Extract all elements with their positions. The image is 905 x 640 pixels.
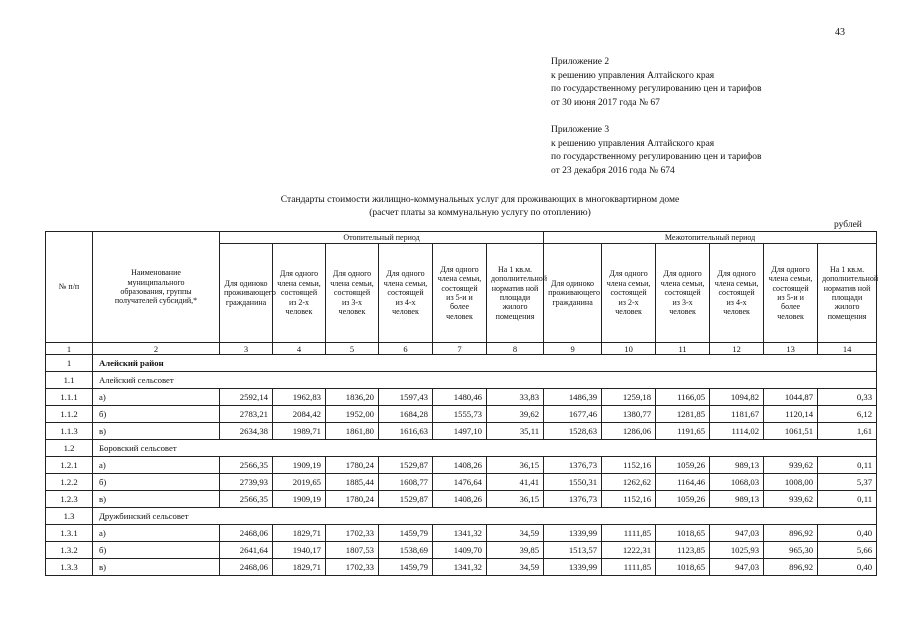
value-cell: 1068,03 <box>710 474 764 491</box>
value-cell: 1111,85 <box>602 559 656 576</box>
column-number: 9 <box>544 343 602 355</box>
value-cell: 1376,73 <box>544 457 602 474</box>
value-cell: 1408,26 <box>433 457 487 474</box>
row-code: 1.1 <box>46 372 93 389</box>
column-number: 8 <box>487 343 544 355</box>
value-cell: 0,40 <box>818 559 877 576</box>
table-row <box>46 423 877 440</box>
value-cell: 1259,18 <box>602 389 656 406</box>
value-cell: 6,12 <box>818 406 877 423</box>
value-cell: 1018,65 <box>656 559 710 576</box>
row-code: 1.3.1 <box>46 525 93 542</box>
row-name: б) <box>93 474 220 491</box>
value-cell: 947,03 <box>710 525 764 542</box>
row-name: а) <box>93 389 220 406</box>
value-cell: 36,15 <box>487 457 544 474</box>
value-cell: 1018,65 <box>656 525 710 542</box>
value-cell: 1555,73 <box>433 406 487 423</box>
value-cell: 1,61 <box>818 423 877 440</box>
value-cell: 1286,06 <box>602 423 656 440</box>
value-cell: 1008,00 <box>764 474 818 491</box>
annex-2-line: от 30 июня 2017 года № 67 <box>551 97 660 108</box>
title-line: Стандарты стоимости жилищно-коммунальных услуг для проживающих в многоквартирном доме <box>280 195 680 205</box>
value-cell: 1339,99 <box>544 525 602 542</box>
column-number: 4 <box>273 343 326 355</box>
value-cell: 35,11 <box>487 423 544 440</box>
table-row <box>46 491 877 508</box>
row-code: 1.2.1 <box>46 457 93 474</box>
value-cell: 1476,64 <box>433 474 487 491</box>
value-cell: 939,62 <box>764 491 818 508</box>
value-cell: 1616,63 <box>379 423 433 440</box>
row-code: 1 <box>46 355 93 372</box>
value-cell: 2468,06 <box>220 559 273 576</box>
value-cell: 1409,70 <box>433 542 487 559</box>
table-row <box>46 559 877 576</box>
value-cell: 1111,85 <box>602 525 656 542</box>
value-cell: 939,62 <box>764 457 818 474</box>
annex-3-line: к решению управления Алтайского края <box>551 138 715 149</box>
column-number: 11 <box>656 343 710 355</box>
column-number: 3 <box>220 343 273 355</box>
value-cell: 1836,20 <box>326 389 379 406</box>
value-cell: 1807,53 <box>326 542 379 559</box>
value-cell: 1059,26 <box>656 491 710 508</box>
value-cell: 1940,17 <box>273 542 326 559</box>
value-cell: 1380,77 <box>602 406 656 423</box>
value-cell: 1829,71 <box>273 559 326 576</box>
value-cell: 2783,21 <box>220 406 273 423</box>
value-cell: 0,11 <box>818 491 877 508</box>
column-number: 12 <box>710 343 764 355</box>
table-row <box>46 542 877 559</box>
row-code: 1.3.2 <box>46 542 93 559</box>
value-cell: 1341,32 <box>433 559 487 576</box>
header-municipality: Наименование муниципального образования, группы получателей субсидий,* <box>93 232 220 343</box>
header-heating-col: Для одного члена семьи, состоящей из 5-и и более человек <box>433 244 487 343</box>
section-row <box>46 440 877 457</box>
value-cell: 1989,71 <box>273 423 326 440</box>
section-row <box>46 372 877 389</box>
header-heating-col: Для одиноко проживающего гражданина <box>220 244 273 343</box>
header-number: № п/п <box>46 232 93 343</box>
value-cell: 1780,24 <box>326 457 379 474</box>
column-number: 10 <box>602 343 656 355</box>
value-cell: 1677,46 <box>544 406 602 423</box>
value-cell: 1164,46 <box>656 474 710 491</box>
value-cell: 1952,00 <box>326 406 379 423</box>
row-name: Боровский сельсовет <box>93 440 877 457</box>
column-number: 7 <box>433 343 487 355</box>
row-code: 1.2.3 <box>46 491 93 508</box>
value-cell: 1962,83 <box>273 389 326 406</box>
value-cell: 1376,73 <box>544 491 602 508</box>
header-heating-col: Для одного члена семьи, состоящей из 2-х человек <box>273 244 326 343</box>
value-cell: 33,83 <box>487 389 544 406</box>
value-cell: 1341,32 <box>433 525 487 542</box>
value-cell: 1222,31 <box>602 542 656 559</box>
row-name: в) <box>93 491 220 508</box>
row-code: 1.3.3 <box>46 559 93 576</box>
document-title <box>150 194 810 220</box>
header-heating-period: Отопительный период <box>220 232 544 244</box>
value-cell: 1529,87 <box>379 491 433 508</box>
value-cell: 896,92 <box>764 559 818 576</box>
table-row <box>46 474 877 491</box>
row-name: в) <box>93 559 220 576</box>
annex-3-line: по государственному регулированию цен и тарифов <box>551 152 762 162</box>
value-cell: 1529,87 <box>379 457 433 474</box>
value-cell: 36,15 <box>487 491 544 508</box>
value-cell: 34,59 <box>487 525 544 542</box>
value-cell: 1597,43 <box>379 389 433 406</box>
value-cell: 1044,87 <box>764 389 818 406</box>
value-cell: 1702,33 <box>326 559 379 576</box>
value-cell: 1114,02 <box>710 423 764 440</box>
row-code: 1.2.2 <box>46 474 93 491</box>
annex-3-header <box>551 124 761 178</box>
value-cell: 896,92 <box>764 525 818 542</box>
column-number: 2 <box>93 343 220 355</box>
value-cell: 2592,14 <box>220 389 273 406</box>
header-nonheating-col: Для одного члена семьи, состоящей из 2-х человек <box>602 244 656 343</box>
row-code: 1.1.3 <box>46 423 93 440</box>
value-cell: 1459,79 <box>379 525 433 542</box>
value-cell: 1339,99 <box>544 559 602 576</box>
value-cell: 2566,35 <box>220 491 273 508</box>
row-name: в) <box>93 423 220 440</box>
annex-3-line: от 23 декабря 2016 года № 674 <box>551 165 675 176</box>
value-cell: 1262,62 <box>602 474 656 491</box>
cost-standards-table <box>45 231 877 576</box>
value-cell: 965,30 <box>764 542 818 559</box>
value-cell: 1550,31 <box>544 474 602 491</box>
value-cell: 1829,71 <box>273 525 326 542</box>
row-code: 1.1.1 <box>46 389 93 406</box>
row-name: Алейский район <box>93 355 877 372</box>
value-cell: 1608,77 <box>379 474 433 491</box>
value-cell: 1861,80 <box>326 423 379 440</box>
row-name: Алейский сельсовет <box>93 372 877 389</box>
value-cell: 1061,51 <box>764 423 818 440</box>
value-cell: 1538,69 <box>379 542 433 559</box>
value-cell: 1885,44 <box>326 474 379 491</box>
header-heating-col: На 1 кв.м. дополнительной норматив ной площади жилого помещения <box>487 244 544 343</box>
value-cell: 2641,64 <box>220 542 273 559</box>
value-cell: 2566,35 <box>220 457 273 474</box>
annex-2-line: к решению управления Алтайского края <box>551 70 715 81</box>
value-cell: 1702,33 <box>326 525 379 542</box>
column-number: 6 <box>379 343 433 355</box>
value-cell: 1684,28 <box>379 406 433 423</box>
column-number: 14 <box>818 343 877 355</box>
row-code: 1.3 <box>46 508 93 525</box>
value-cell: 1459,79 <box>379 559 433 576</box>
value-cell: 1486,39 <box>544 389 602 406</box>
value-cell: 5,66 <box>818 542 877 559</box>
value-cell: 41,41 <box>487 474 544 491</box>
header-nonheating-col: Для одного члена семьи, состоящей из 5-и и более человек <box>764 244 818 343</box>
title-subline: (расчет платы за коммунальную услугу по отоплению) <box>369 208 591 218</box>
header-nonheating-col: На 1 кв.м. дополнительной норматив ной площади жилого помещения <box>818 244 877 343</box>
value-cell: 1909,19 <box>273 457 326 474</box>
annex-2-line: по государственному регулированию цен и тарифов <box>551 84 762 94</box>
annex-3-line: Приложение 3 <box>551 125 610 135</box>
value-cell: 1152,16 <box>602 491 656 508</box>
column-number: 1 <box>46 343 93 355</box>
value-cell: 1152,16 <box>602 457 656 474</box>
value-cell: 1120,14 <box>764 406 818 423</box>
column-number: 5 <box>326 343 379 355</box>
value-cell: 39,85 <box>487 542 544 559</box>
header-nonheating-col: Для одного члена семьи, состоящей из 3-х человек <box>656 244 710 343</box>
value-cell: 1025,93 <box>710 542 764 559</box>
value-cell: 1094,82 <box>710 389 764 406</box>
value-cell: 989,13 <box>710 491 764 508</box>
value-cell: 1123,85 <box>656 542 710 559</box>
header-nonheating-col: Для одного члена семьи, состоящей из 4-х человек <box>710 244 764 343</box>
value-cell: 1780,24 <box>326 491 379 508</box>
value-cell: 5,37 <box>818 474 877 491</box>
column-number: 13 <box>764 343 818 355</box>
header-heating-col: Для одного члена семьи, состоящей из 4-х человек <box>379 244 433 343</box>
row-name: б) <box>93 542 220 559</box>
value-cell: 1909,19 <box>273 491 326 508</box>
header-heating-col: Для одного члена семьи, состоящей из 3-х человек <box>326 244 379 343</box>
currency-unit: рублей <box>834 220 862 230</box>
value-cell: 1166,05 <box>656 389 710 406</box>
value-cell: 0,33 <box>818 389 877 406</box>
value-cell: 34,59 <box>487 559 544 576</box>
page-number: 43 <box>835 27 845 38</box>
table-row <box>46 406 877 423</box>
value-cell: 1059,26 <box>656 457 710 474</box>
value-cell: 1497,10 <box>433 423 487 440</box>
value-cell: 39,62 <box>487 406 544 423</box>
value-cell: 989,13 <box>710 457 764 474</box>
annex-2-header <box>551 56 761 110</box>
row-name: Дружбинский сельсовет <box>93 508 877 525</box>
row-name: б) <box>93 406 220 423</box>
annex-2-line: Приложение 2 <box>551 57 610 67</box>
table-row <box>46 525 877 542</box>
value-cell: 2634,38 <box>220 423 273 440</box>
table-row <box>46 389 877 406</box>
row-code: 1.2 <box>46 440 93 457</box>
value-cell: 2468,06 <box>220 525 273 542</box>
value-cell: 1281,85 <box>656 406 710 423</box>
value-cell: 1480,46 <box>433 389 487 406</box>
value-cell: 1528,63 <box>544 423 602 440</box>
value-cell: 0,11 <box>818 457 877 474</box>
value-cell: 2084,42 <box>273 406 326 423</box>
row-name: а) <box>93 525 220 542</box>
value-cell: 2739,93 <box>220 474 273 491</box>
value-cell: 1181,67 <box>710 406 764 423</box>
section-row <box>46 355 877 372</box>
row-code: 1.1.2 <box>46 406 93 423</box>
section-row <box>46 508 877 525</box>
value-cell: 1191,65 <box>656 423 710 440</box>
header-nonheating-col: Для одиноко проживающего гражданина <box>544 244 602 343</box>
value-cell: 1408,26 <box>433 491 487 508</box>
table-row <box>46 457 877 474</box>
value-cell: 1513,57 <box>544 542 602 559</box>
value-cell: 947,03 <box>710 559 764 576</box>
row-name: а) <box>93 457 220 474</box>
value-cell: 0,40 <box>818 525 877 542</box>
header-nonheating-period: Межотопительный период <box>544 232 877 244</box>
value-cell: 2019,65 <box>273 474 326 491</box>
